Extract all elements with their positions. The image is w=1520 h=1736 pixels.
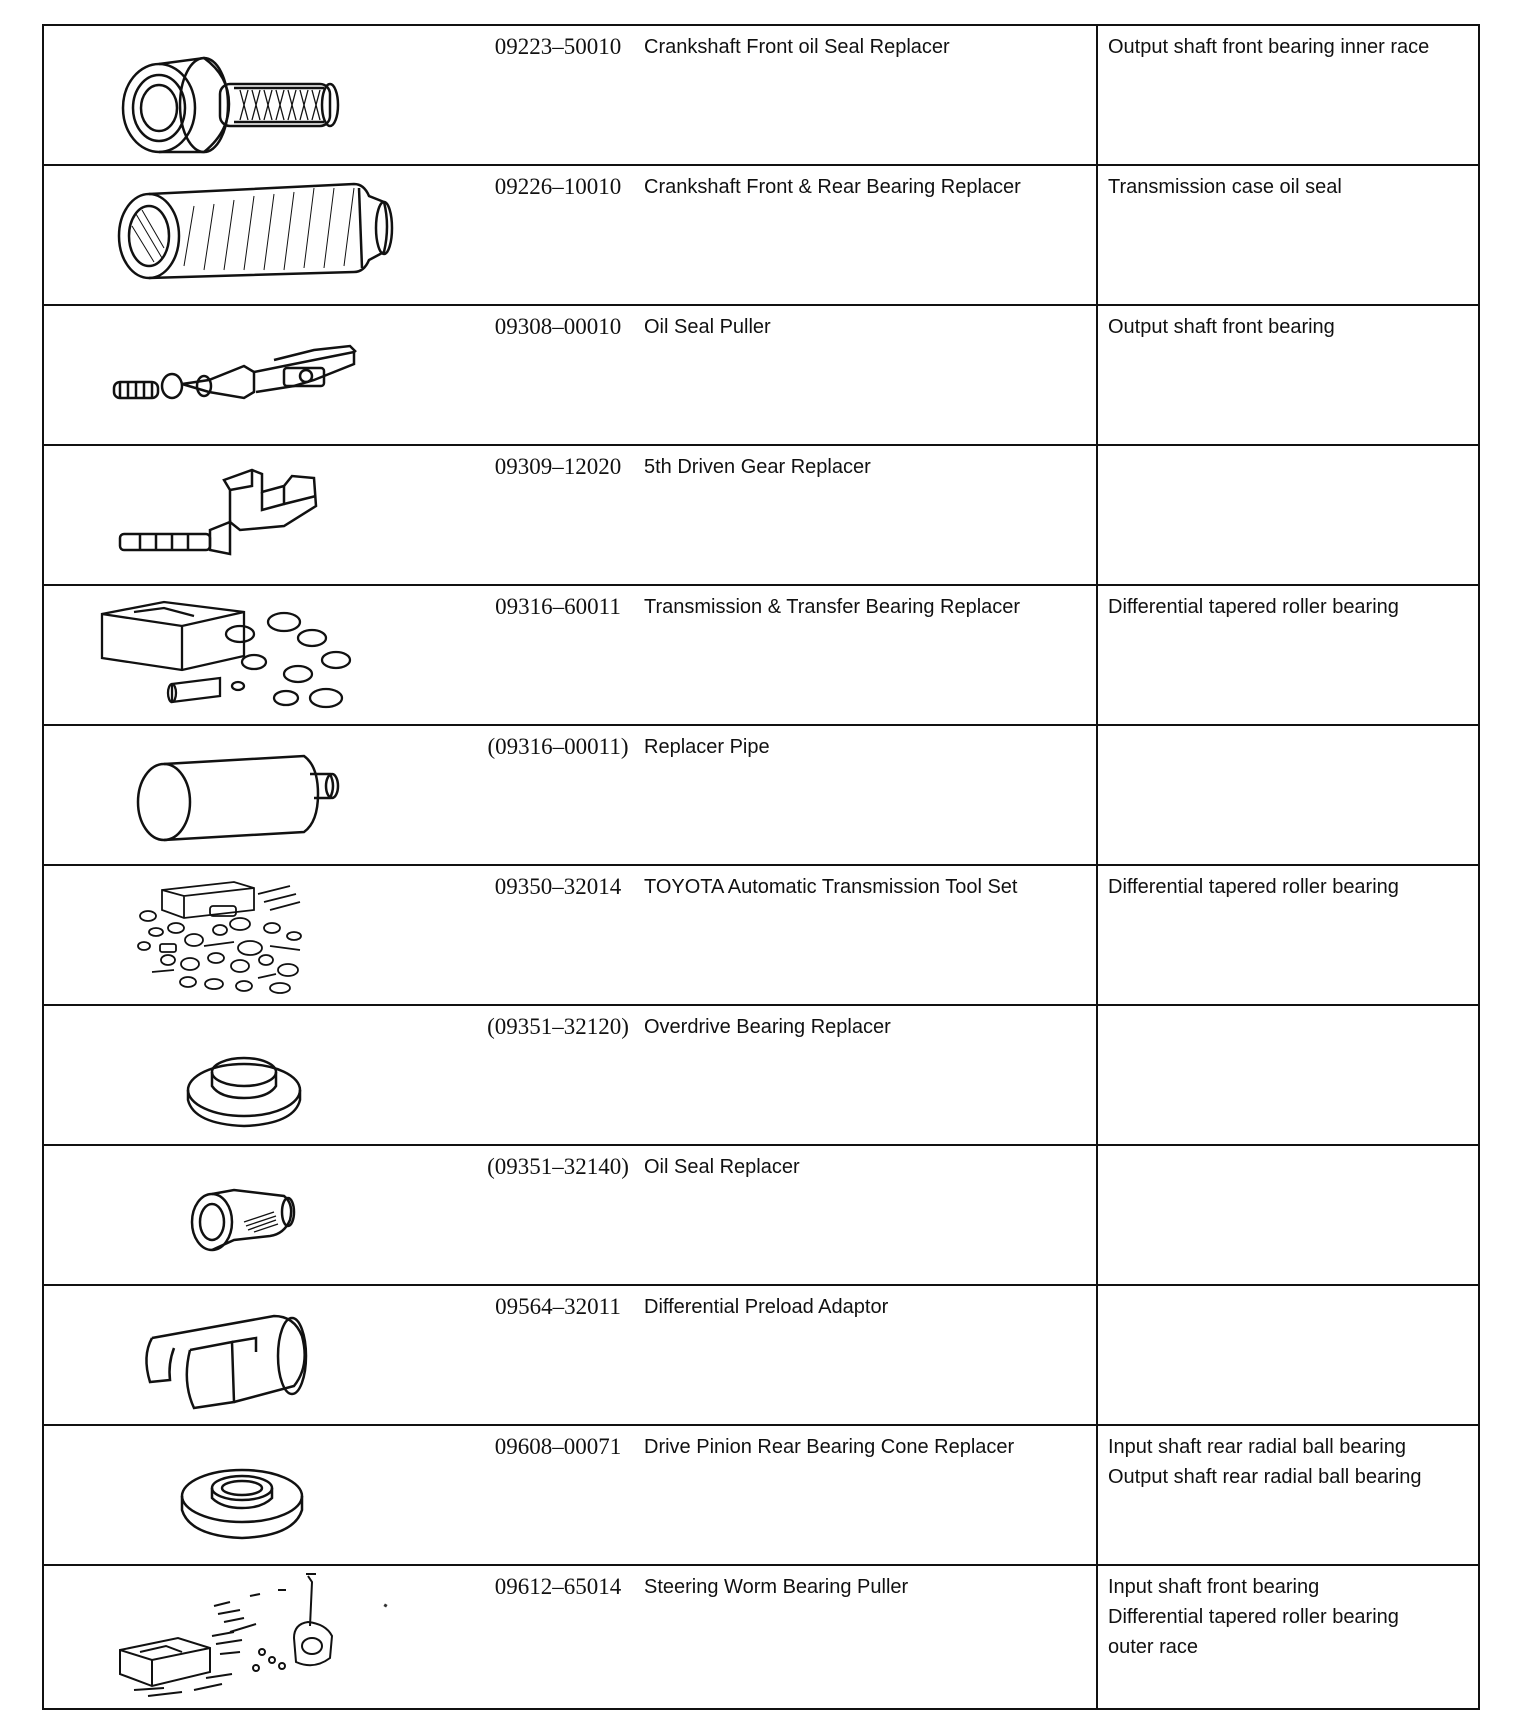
column-divider <box>1096 726 1098 864</box>
usage-line: Output shaft rear radial ball bearing <box>1108 1466 1422 1488</box>
column-divider <box>1096 1146 1098 1284</box>
tool-row <box>44 1286 1478 1426</box>
usage-line: Differential tapered roller bearing <box>1108 876 1399 898</box>
tool-name: TOYOTA Automatic Transmission Tool Set <box>644 876 1018 898</box>
column-divider <box>1096 1006 1098 1144</box>
tool-row <box>44 446 1478 586</box>
usage-note <box>1108 872 1476 902</box>
tool-name: Replacer Pipe <box>644 736 770 758</box>
cone-replacer-drawing <box>44 1426 454 1564</box>
usage-note <box>1108 1432 1476 1492</box>
tool-name: Crankshaft Front oil Seal Replacer <box>644 36 950 58</box>
tool-name: Oil Seal Puller <box>644 316 771 338</box>
column-divider <box>1096 1566 1098 1708</box>
column-divider <box>1096 866 1098 1004</box>
tool-row <box>44 866 1478 1006</box>
usage-line: Transmission case oil seal <box>1108 176 1342 198</box>
usage-note <box>1108 592 1476 622</box>
tool-name: Crankshaft Front & Rear Bearing Replacer <box>644 176 1021 198</box>
column-divider <box>1096 1426 1098 1564</box>
tool-row <box>44 1006 1478 1146</box>
usage-line: Differential tapered roller bearing <box>1108 1606 1399 1628</box>
tool-row <box>44 1146 1478 1286</box>
disc-replacer-drawing <box>44 1006 454 1144</box>
usage-line: Input shaft rear radial ball bearing <box>1108 1436 1406 1458</box>
tool-set-drawing <box>44 866 454 1004</box>
tool-row <box>44 1426 1478 1566</box>
special-service-tools-table <box>42 24 1480 1710</box>
part-number: (09316–00011) <box>487 734 629 759</box>
part-number: (09351–32120) <box>487 1014 629 1039</box>
tool-row <box>44 166 1478 306</box>
usage-note <box>1108 172 1476 202</box>
column-divider <box>1096 26 1098 164</box>
tool-name: Drive Pinion Rear Bearing Cone Replacer <box>644 1436 1015 1458</box>
usage-line: Input shaft front bearing <box>1108 1576 1320 1598</box>
tool-row <box>44 586 1478 726</box>
usage-note <box>1108 32 1476 62</box>
usage-line: Output shaft front bearing inner race <box>1108 36 1430 58</box>
puller-drawing <box>44 306 454 444</box>
column-divider <box>1096 586 1098 724</box>
tool-name: Differential Preload Adaptor <box>644 1296 889 1318</box>
part-number: (09351–32140) <box>487 1154 629 1179</box>
column-divider <box>1096 446 1098 584</box>
usage-note <box>1108 1572 1476 1662</box>
column-divider <box>1096 166 1098 304</box>
tool-name: Steering Worm Bearing Puller <box>644 1576 909 1598</box>
part-number: 09309–12020 <box>494 454 622 479</box>
adaptor-drawing <box>44 1286 454 1424</box>
tool-row <box>44 306 1478 446</box>
usage-line: outer race <box>1108 1636 1199 1658</box>
part-number: 09316–60011 <box>495 594 621 619</box>
tool-row <box>44 1566 1478 1708</box>
tool-name: Oil Seal Replacer <box>644 1156 800 1178</box>
gear-replacer-drawing <box>44 446 454 584</box>
seal-replacer-drawing <box>44 26 454 164</box>
column-divider <box>1096 1286 1098 1424</box>
tool-name: 5th Driven Gear Replacer <box>644 456 871 478</box>
usage-line: Differential tapered roller bearing <box>1108 596 1399 618</box>
tool-row <box>44 26 1478 166</box>
tool-row <box>44 726 1478 866</box>
part-number: 09350–32014 <box>494 874 622 899</box>
part-number: 09223–50010 <box>494 34 622 59</box>
part-number: 09308–00010 <box>494 314 622 339</box>
pipe-drawing <box>44 726 454 864</box>
worm-puller-drawing <box>44 1566 454 1708</box>
bearing-replacer-drawing <box>44 166 454 304</box>
part-number: 09612–65014 <box>494 1574 622 1599</box>
part-number: 09226–10010 <box>494 174 622 199</box>
part-number: 09564–32011 <box>495 1294 621 1319</box>
usage-line: Output shaft front bearing <box>1108 316 1335 338</box>
tool-name: Transmission & Transfer Bearing Replacer <box>644 596 1021 618</box>
usage-note <box>1108 312 1476 342</box>
bearing-set-drawing <box>44 586 454 724</box>
tool-name: Overdrive Bearing Replacer <box>644 1016 891 1038</box>
column-divider <box>1096 306 1098 444</box>
part-number: 09608–00071 <box>494 1434 622 1459</box>
small-seal-replacer-drawing <box>44 1146 454 1284</box>
